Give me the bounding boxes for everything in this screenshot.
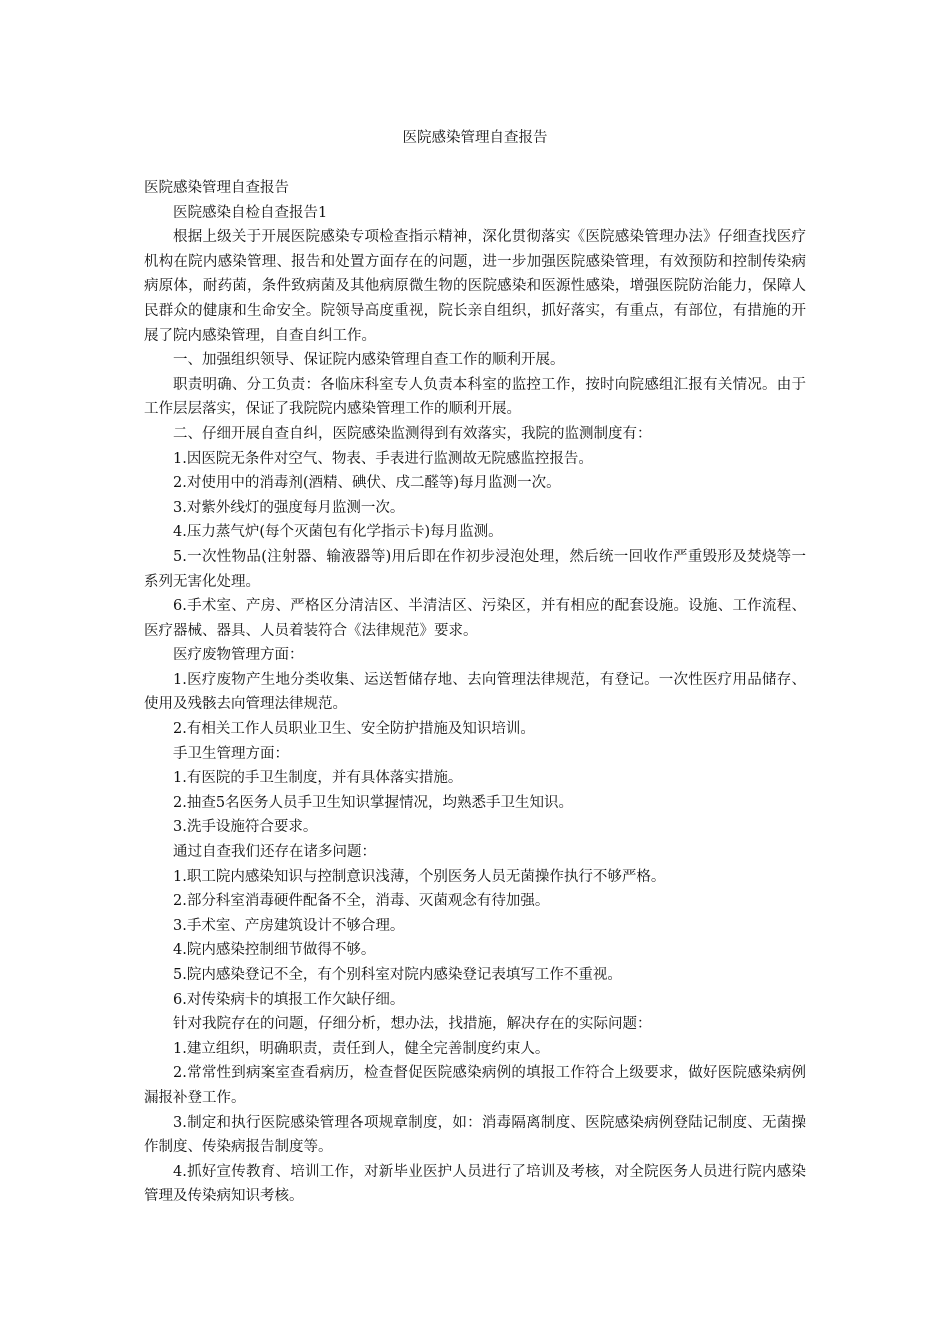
paragraph: 二、仔细开展自查自纠，医院感染监测得到有效落实，我院的监测制度有： <box>173 425 652 442</box>
section-heading: 手卫生管理方面： <box>173 745 289 762</box>
section-heading: 针对我院存在的问题，仔细分析，想办法，找措施，解决存在的实际问题： <box>173 1016 652 1033</box>
list-item: 2.抽查5名医务人员手卫生知识掌握情况，均熟悉手卫生知识。 <box>173 794 574 811</box>
list-item: 1.医疗废物产生地分类收集、运送暂储存地、去向管理法律规范，有登记。一次性医疗用品储存、使用及残骸去向管理法律规范。 <box>144 671 806 713</box>
list-item: 3.手术室、产房建筑设计不够合理。 <box>173 917 405 934</box>
list-item: 2.常常性到病案室查看病历，检查督促医院感染病例的填报工作符合上级要求，做好医院感染病例漏报补登工作。 <box>144 1065 806 1106</box>
paragraph-subheading: 医院感染自检自查报告1 <box>173 204 328 221</box>
list-item: 2.有相关工作人员职业卫生、安全防护措施及知识培训。 <box>173 721 535 738</box>
paragraph-heading: 医院感染管理自查报告 <box>144 180 289 196</box>
list-item: 1.因医院无条件对空气、物表、手表进行监测故无院感监控报告。 <box>173 450 593 467</box>
list-item: 1.建立组织，明确职责，责任到人，健全完善制度约束人。 <box>173 1040 550 1057</box>
list-item: 6.对传染病卡的填报工作欠缺仔细。 <box>173 991 405 1008</box>
document-title: 医院感染管理自查报告 <box>402 130 548 146</box>
section-heading: 通过自查我们还存在诸多问题： <box>173 844 376 861</box>
paragraph: 根据上级关于开展医院感染专项检查指示精神，深化贯彻落实《医院感染管理办法》仔细查找医疗机构在院内感染管理、报告和处置方面存在的问题，进一步加强医院感染管理，有效预防和控制传染病病原体，耐药菌，条件致病菌及其他病原微生物的医院感染和医源性感染，增强医院防治能力，保障人民群众的健康和生命安全。院领导高度重视，院长亲自组织，抓好落实，有重点，有部位，有措施的开展了院内感染管理，自查自纠工作。 <box>144 229 806 344</box>
list-item: 1.有医院的手卫生制度，并有具体落实措施。 <box>173 770 463 787</box>
list-item: 3.洗手设施符合要求。 <box>173 819 318 836</box>
list-item: 5.院内感染登记不全，有个别科室对院内感染登记表填写工作不重视。 <box>173 967 622 983</box>
list-item: 6.手术室、产房、严格区分清洁区、半清洁区、污染区，并有相应的配套设施。设施、工作流程、医疗器械、器具、人员着装符合《法律规范》要求。 <box>144 598 806 639</box>
document-body <box>144 176 806 1209</box>
section-heading: 医疗废物管理方面： <box>173 647 304 664</box>
paragraph: 职责明确、分工负责：各临床科室专人负责本科室的监控工作，按时向院感组汇报有关情况。由于工作层层落实，保证了我院院内感染管理工作的顺利开展。 <box>144 376 806 418</box>
list-item: 2.对使用中的消毒剂(酒精、碘伏、戌二醛等)每月监测一次。 <box>173 475 561 492</box>
list-item: 4.压力蒸气炉(每个灭菌包有化学指示卡)每月监测。 <box>173 524 503 541</box>
list-item: 1.职工院内感染知识与控制意识浅薄，个别医务人员无菌操作执行不够严格。 <box>173 868 666 885</box>
list-item: 3.制定和执行医院感染管理各项规章制度，如：消毒隔离制度、医院感染病例登陆记制度、无菌操作制度、传染病报告制度等。 <box>144 1114 806 1156</box>
paragraph: 一、加强组织领导、保证院内感染管理自查工作的顺利开展。 <box>173 352 565 369</box>
list-item: 2.部分科室消毒硬件配备不全，消毒、灭菌观念有待加强。 <box>173 893 550 910</box>
list-item: 4.抓好宣传教育、培训工作，对新毕业医护人员进行了培训及考核，对全院医务人员进行院内感染管理及传染病知识考核。 <box>144 1163 806 1205</box>
list-item: 5.一次性物品(注射器、输液器等)用后即在作初步浸泡处理，然后统一回收作严重毁形及焚烧等一系列无害化处理。 <box>144 548 806 590</box>
list-item: 3.对紫外线灯的强度每月监测一次。 <box>173 499 405 516</box>
list-item: 4.院内感染控制细节做得不够。 <box>173 942 376 959</box>
